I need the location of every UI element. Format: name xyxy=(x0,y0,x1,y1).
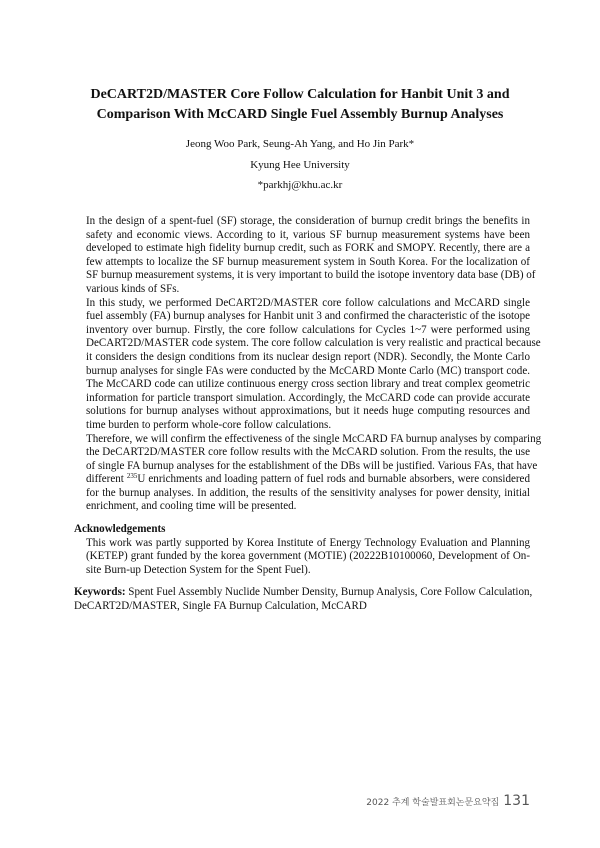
paragraph-line: the DeCART2D/MASTER core follow results with the McCARD solution. From the results, the use xyxy=(86,446,530,459)
page-number: 131 xyxy=(503,793,530,809)
title-line-1: DeCART2D/MASTER Core Follow Calculation for Hanbit Unit 3 and xyxy=(90,87,510,102)
paragraph-line: solutions for burnup analyses without approximations, but it needs huge computing resources and xyxy=(86,405,530,418)
ack-line: This work was partly supported by Korea Institute of Energy Technology Evaluation and Planning xyxy=(86,536,530,549)
keywords-text-1: Spent Fuel Assembly Nuclide Number Density, Burnup Analysis, Core Follow Calculation, xyxy=(125,586,533,599)
paragraph-line: information for particle transport simulation. Accordingly, the McCARD code can provide accurate xyxy=(86,391,530,404)
keywords-label: Keywords: xyxy=(74,586,126,599)
paper-title xyxy=(60,85,540,125)
author-list: Jeong Woo Park, Seung-Ah Yang, and Ho Jin Park* xyxy=(185,138,415,150)
keywords-block xyxy=(74,586,533,613)
abstract-paragraphs xyxy=(74,215,541,433)
paragraph-line: fuel assembly (FA) burnup analyses for Hanbit unit 3 and confirmed the characteristic of the isotope xyxy=(86,310,530,323)
paragraph-line: developed to estimate high fidelity burnup credit, such as FORK and SMOPY. Recently, there are a xyxy=(86,242,530,255)
acknowledgements-text xyxy=(74,537,530,578)
paragraph-line: various kinds of SFs. xyxy=(86,282,180,295)
keywords-line-2: DeCART2D/MASTER, Single FA Burnup Calculation, McCARD xyxy=(74,600,367,613)
contact-email: *parkhj@khu.ac.kr xyxy=(257,179,343,191)
paragraph-line: it considers the design conditions from its nuclear design report (NDR). Secondly, the Monte Carlo xyxy=(86,350,530,363)
ack-line: site Burn-up Detection System for the Spent Fuel). xyxy=(86,563,311,576)
paragraph-line: burnup analyses for single FAs were conducted by the McCARD Monte Carlo (MC) transport code. xyxy=(86,364,530,377)
paragraph-line: few attempts to localize the SF burnup measurement system in South Korea. For the localization of xyxy=(86,255,530,268)
paragraph-line: In this study, we performed DeCART2D/MASTER core follow calculations and McCARD single xyxy=(86,296,530,309)
enrichment-prefix: different xyxy=(86,473,127,486)
abstract-paragraph-3 xyxy=(74,432,542,515)
paragraph-line: inventory over burnup. Firstly, the core follow calculations for Cycles 1~7 were performed using xyxy=(86,323,530,336)
page-footer xyxy=(366,790,530,809)
paragraph-line: The McCARD code can utilize continuous energy cross section library and treat complex geometric xyxy=(86,378,530,391)
paragraph-line: enrichment, and cooling time will be presented. xyxy=(86,500,297,513)
isotope-superscript: 235 xyxy=(126,472,138,481)
paragraph-line: of single FA burnup analyses for the establishment of the DBs will be justified. Various FAs, that have xyxy=(86,459,538,472)
abstract-paragraph-1 xyxy=(74,215,536,297)
abstract-paragraph-2 xyxy=(74,296,541,433)
proceedings-name: 2022 추계 학술발표회논문요약집 xyxy=(366,798,500,808)
paragraph-line: for the burnup analyses. In addition, the results of the sensitivity analyses for power density, initial xyxy=(86,486,530,499)
paragraph-line: In the design of a spent-fuel (SF) storage, the consideration of burnup credit brings the benefits in xyxy=(86,215,530,227)
keywords-line-1 xyxy=(74,586,533,600)
paragraph-line xyxy=(74,473,530,487)
acknowledgements-heading: Acknowledgements xyxy=(74,523,166,536)
paragraph-line: Therefore, we will confirm the effectiveness of the single McCARD FA burnup analyses by comparing xyxy=(86,432,542,445)
paragraph-line: time burden to perform whole-core follow calculations. xyxy=(86,418,332,431)
paragraph-line: SF burnup measurement systems, it is very important to build the isotope inventory data base (DB) of xyxy=(86,269,536,282)
abstract-body xyxy=(74,215,542,614)
title-line-2: Comparison With McCARD Single Fuel Assembly Burnup Analyses xyxy=(96,107,504,122)
paragraph-line: DeCART2D/MASTER code system. The core follow calculation is very realistic and practical because xyxy=(86,337,541,350)
paragraph-line: safety and economic views. According to it, various SF burnup measurement systems have been xyxy=(86,228,530,241)
enrichment-suffix: U enrichments and loading pattern of fuel rods and burnable absorbers, were considered xyxy=(137,473,530,486)
affiliation: Kyung Hee University xyxy=(250,159,350,171)
ack-line: (KETEP) grant funded by the korea government (MOTIE) (20222B10100060, Development of On- xyxy=(86,550,530,563)
